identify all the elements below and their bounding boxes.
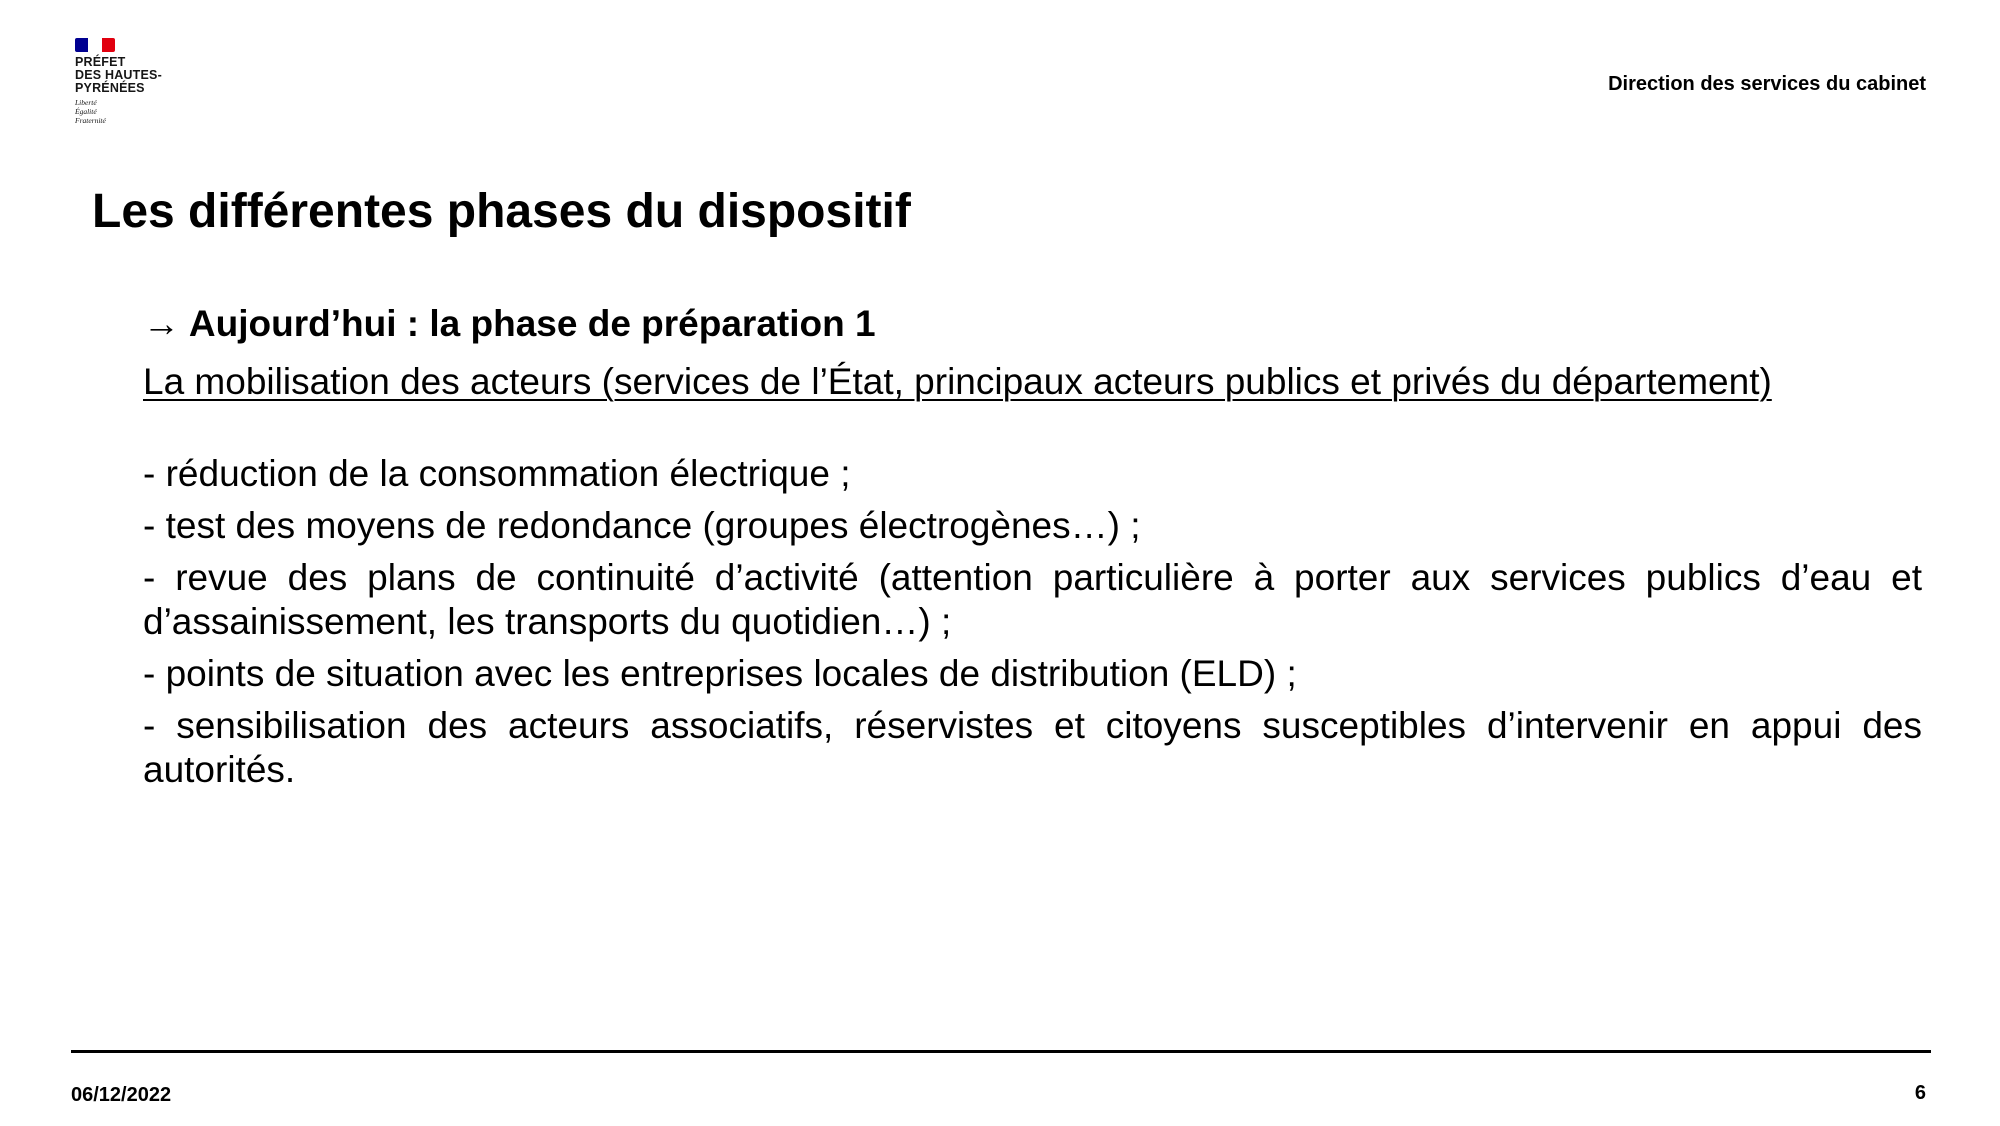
- right-arrow-icon: →: [143, 303, 180, 344]
- logo-motto-line: Liberté: [75, 98, 97, 107]
- footer-date: 06/12/2022: [71, 1084, 172, 1106]
- action-item: - points de situation avec les entreprises locales de distribution (ELD) ;: [143, 653, 1297, 694]
- action-item: - revue des plans de continuité d’activité (attention particulière à porter aux services publics d’eau et d’assainissement, les transports du quotidien…) ;: [143, 557, 1922, 642]
- slide-content: [143, 300, 1922, 800]
- action-item: - test des moyens de redondance (groupes électrogènes…) ;: [143, 505, 1141, 546]
- action-item: - réduction de la consommation électrique ;: [143, 453, 851, 494]
- action-list: [143, 452, 1922, 792]
- logo-motto-line: Égalité: [75, 107, 97, 116]
- logo-name-line: PRÉFET: [75, 55, 126, 69]
- logo-motto: [75, 98, 195, 125]
- logo-motto-line: Fraternité: [75, 116, 106, 125]
- page-number: 6: [1914, 1082, 1926, 1104]
- phase-subtitle: La mobilisation des acteurs (services de l’État, principaux acteurs publics et privés du département): [143, 361, 1772, 402]
- footer-divider: [71, 1050, 1931, 1053]
- action-item: - sensibilisation des acteurs associatifs, réservistes et citoyens susceptibles d’intervenir en appui des autorités.: [143, 705, 1922, 790]
- marianne-flag-icon: [75, 38, 115, 52]
- prefecture-logo: [75, 38, 195, 125]
- logo-prefecture-name: [75, 56, 195, 95]
- phase-heading: [143, 300, 1922, 348]
- logo-name-line: PYRÉNÉES: [75, 81, 145, 95]
- phase-heading-text: Aujourd’hui : la phase de préparation 1: [188, 303, 876, 344]
- logo-name-line: DES HAUTES-: [75, 68, 162, 82]
- slide-title: Les différentes phases du dispositif: [92, 185, 911, 238]
- department-header: Direction des services du cabinet: [1608, 73, 1926, 95]
